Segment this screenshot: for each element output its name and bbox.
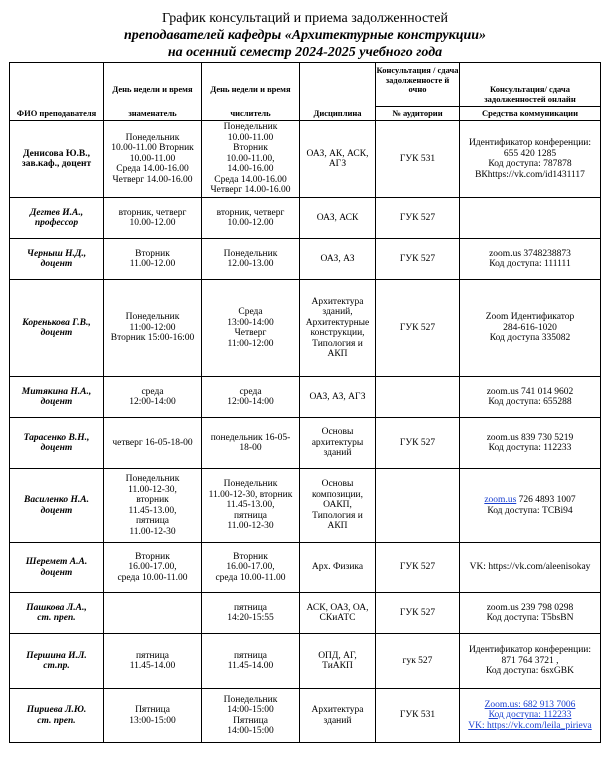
room-cell: ГУК 527 [376, 198, 460, 239]
numerator-time-cell [202, 593, 300, 634]
day1-line: 13:00-15:00 [129, 715, 176, 726]
table-row [10, 280, 601, 377]
day2-line: 13:00-14:00 [227, 317, 274, 328]
online-line: Код доступа: 111111 [489, 259, 571, 269]
discipline-line: АКП [327, 521, 348, 532]
day1-line: Вторник 15:00-16:00 [110, 333, 195, 344]
teacher-name-cell [10, 121, 104, 198]
numerator-time-cell [202, 543, 300, 593]
discipline-line: зданий [323, 448, 352, 459]
day1-line: 11:00-12:00 [129, 322, 176, 333]
online-cell [460, 469, 601, 543]
day2-line: 11:00-12:00 [227, 338, 274, 349]
online-line: 655 420 1285 [503, 148, 557, 159]
discipline-line: композиции, [311, 489, 363, 500]
day1-line: 11.45-14.00 [129, 661, 176, 671]
room-cell [376, 469, 460, 543]
day2-line: 11.00-12-30 [227, 521, 274, 532]
header-consultation-online: Консультация/ сдача задолженностей онлайн Средства коммуникации [460, 63, 601, 121]
online-link-line[interactable]: Код доступа: 112233 [488, 710, 572, 721]
denominator-time-cell [104, 377, 202, 418]
discipline-line: Арх. Физика [311, 562, 364, 573]
zoom-link[interactable]: zoom.us [484, 495, 517, 505]
room-cell [376, 377, 460, 418]
name-line: доцент [40, 443, 73, 453]
day2-line: среда 10.00-11.00 [215, 572, 286, 583]
online-cell [460, 280, 601, 377]
day1-line: 10.00-12.00 [129, 218, 176, 228]
online-line: Код доступа 335082 [489, 333, 571, 344]
day1-line: четверг 16-05-18-00 [112, 437, 193, 448]
name-line: Пашкова Л.А., [26, 602, 87, 613]
discipline-line: конструкции, [310, 328, 365, 338]
online-line: Код доступа: TCBi94 [487, 505, 573, 516]
online-link-line[interactable]: Zoom.us: 682 913 7006 [484, 699, 576, 710]
day1-line: пятница [135, 650, 170, 661]
day2-line: 11.45-14.00 [227, 661, 274, 671]
discipline-line: зданий [323, 715, 352, 726]
online-cell [460, 543, 601, 593]
online-cell [460, 689, 601, 743]
day2-line: 10.00-11.00, [226, 153, 275, 164]
denominator-time-cell [104, 634, 202, 689]
day1-line: 12:00-14:00 [129, 397, 176, 407]
day1-line: вторник [136, 495, 169, 505]
discipline-line: Архитектурные [305, 317, 370, 328]
table-row [10, 593, 601, 634]
name-line: ст.пр. [43, 661, 70, 671]
online-line: Код доступа: 787878 [488, 159, 572, 169]
discipline-cell [300, 593, 376, 634]
day1-line: Понедельник [125, 474, 180, 484]
document-title [0, 10, 610, 61]
name-line: ст. преп. [37, 613, 76, 623]
discipline-cell [300, 198, 376, 239]
discipline-line: АСК, ОАЗ, ОА, [306, 602, 369, 613]
day2-line: Четверг 14.00-16.00 [210, 185, 291, 196]
day2-line: 14:00-15:00 [227, 705, 274, 715]
day1-line: 11.00-12-30 [129, 526, 176, 537]
day1-line: Понедельник [125, 132, 180, 143]
numerator-time-cell [202, 198, 300, 239]
day1-line: 10.00-11.00 Вторник [111, 143, 194, 154]
day1-line: 11.00-12.00 [129, 259, 176, 269]
day2-line: Вторник [233, 143, 268, 154]
online-cell [460, 198, 601, 239]
name-line: Коренькова Г.В., [22, 317, 91, 328]
name-line: доцент [40, 567, 73, 578]
room-cell: ГУК 527 [376, 543, 460, 593]
online-cell [460, 634, 601, 689]
header-fio: ФИО преподавателя [10, 63, 104, 121]
header-day-numerator: День недели и время числитель [202, 63, 300, 121]
day2-line: пятница [233, 510, 268, 521]
teacher-name-cell [10, 239, 104, 280]
teacher-name-cell [10, 280, 104, 377]
day1-line: Пятница [135, 705, 170, 715]
online-cell [460, 239, 601, 280]
day1-line: Вторник [135, 248, 170, 259]
day2-line: 14:20-15:55 [227, 613, 274, 623]
denominator-time-cell [104, 593, 202, 634]
teacher-name-cell [10, 543, 104, 593]
online-line: 284-616-1020 [503, 322, 557, 333]
title-line-1: График консультаций и приема задолженностей [161, 11, 448, 26]
name-line: Пириева Л.Ю. [26, 705, 87, 715]
day1-line: Вторник [135, 551, 170, 562]
online-line: Zoom Идентификатор [485, 312, 575, 323]
day1-line: Среда 14.00-16.00 [116, 164, 189, 175]
online-link-line[interactable]: VK: https://vk.com/leila_pirieva [468, 720, 592, 731]
header-day-denominator: День недели и время знаменатель [104, 63, 202, 121]
discipline-cell [300, 280, 376, 377]
day2-line: 12.00-13.00 [227, 259, 274, 269]
teacher-name-cell [10, 689, 104, 743]
discipline-line: ТиАКП [322, 661, 353, 671]
name-line: Першина И.Л. [26, 650, 87, 661]
online-cell [460, 418, 601, 469]
name-line: Денисова Ю.В., [23, 148, 90, 159]
online-line: Код доступа: 112233 [488, 443, 572, 453]
discipline-line: Основы [321, 479, 354, 490]
numerator-time-cell [202, 121, 300, 198]
online-line: Код доступа: 6sxGBK [486, 666, 574, 677]
online-line: Идентификатор конференции: [468, 645, 592, 656]
header-discipline: Дисциплина [300, 63, 376, 121]
name-line: зав.каф., доцент [21, 159, 92, 169]
online-cell [460, 121, 601, 198]
table-row [10, 377, 601, 418]
discipline-line: ОАЗ, АСК [316, 212, 359, 223]
discipline-line: АКП [327, 349, 348, 359]
header-row [10, 63, 601, 121]
room-cell: гук 527 [376, 634, 460, 689]
numerator-time-cell [202, 418, 300, 469]
online-line: zoom.us 239 798 0298 [486, 602, 574, 613]
name-line: доцент [40, 397, 73, 407]
day2-line: понедельник 16-05- [210, 432, 291, 443]
denominator-time-cell [104, 198, 202, 239]
table-row [10, 121, 601, 198]
room-cell: ГУК 527 [376, 593, 460, 634]
online-cell [460, 377, 601, 418]
table-row [10, 469, 601, 543]
discipline-line: ОПД, АГ, [318, 650, 357, 661]
online-line: Идентификатор конференции: [468, 138, 592, 148]
online-line: VK: https://vk.com/aleenisokay [469, 562, 591, 573]
day2-line: 11.00-12-30, вторник [208, 489, 293, 500]
teacher-name-cell [10, 469, 104, 543]
day2-line: Понедельник [223, 248, 278, 259]
name-line: Шеремет А.А. [25, 557, 88, 567]
discipline-line: Типология и [312, 338, 363, 349]
discipline-cell [300, 418, 376, 469]
day2-line: Вторник [233, 551, 268, 562]
day2-line: 10.00-11.00 [227, 132, 274, 143]
denominator-time-cell [104, 689, 202, 743]
denominator-time-cell [104, 239, 202, 280]
name-line: доцент [40, 505, 73, 516]
discipline-cell [300, 543, 376, 593]
name-line: Дегтев И.А., [29, 207, 84, 218]
day2-line: 11.45-13.00, [226, 500, 275, 511]
online-line: ВКhttps://vk.com/id1431117 [475, 169, 585, 180]
numerator-time-cell [202, 689, 300, 743]
discipline-line: ОАЗ, АЗ [320, 253, 355, 264]
name-line: ст. преп. [37, 715, 76, 726]
online-line: Код доступа: T5bsBN [486, 613, 574, 623]
online-line: 871 764 3721 , [501, 655, 559, 666]
name-line: профессор [34, 218, 79, 228]
title-line-3: на осенний семестр 2024-2025 учебного года [167, 45, 443, 60]
day1-line: 16.00-17.00, [128, 562, 177, 573]
teacher-name-cell [10, 377, 104, 418]
room-cell: ГУК 527 [376, 239, 460, 280]
discipline-cell [300, 377, 376, 418]
day1-line: пятница [135, 516, 170, 526]
day2-line: пятница [233, 650, 268, 661]
discipline-line: Основы [321, 427, 354, 438]
name-line: доцент [40, 328, 73, 338]
online-line: Код доступа: 655288 [488, 397, 572, 407]
table-row [10, 689, 601, 743]
teacher-name-cell [10, 418, 104, 469]
day1-line: 11.00-12-30, [128, 484, 177, 495]
title-line-2: преподавателей кафедры «Архитектурные конструкции» [123, 28, 487, 43]
day2-line: пятница [233, 602, 268, 613]
name-line: Тарасенко В.Н., [23, 432, 90, 443]
day2-line: 18-00 [239, 443, 262, 453]
denominator-time-cell [104, 280, 202, 377]
day1-line: среда [141, 386, 164, 397]
day2-line: Среда [238, 307, 263, 317]
online-line: zoom.us 3748238873 [489, 248, 571, 259]
discipline-cell [300, 689, 376, 743]
discipline-line: АГЗ [328, 159, 347, 169]
discipline-line: Архитектура [311, 705, 364, 715]
denominator-time-cell [104, 543, 202, 593]
numerator-time-cell [202, 377, 300, 418]
discipline-line: ОАКП, [323, 500, 352, 511]
day2-line: 16.00-17.00, [226, 562, 275, 573]
table-row [10, 418, 601, 469]
denominator-time-cell [104, 121, 202, 198]
table-row [10, 198, 601, 239]
numerator-time-cell [202, 634, 300, 689]
online-line: zoom.us 839 730 5219 [486, 432, 574, 443]
table-row [10, 239, 601, 280]
numerator-time-cell [202, 239, 300, 280]
day1-line: Четверг 14.00-16.00 [112, 174, 193, 185]
day1-line: Понедельник [125, 312, 180, 323]
day1-line: 10.00-11.00 [129, 153, 176, 164]
day2-line: Понедельник [223, 479, 278, 490]
table-row [10, 543, 601, 593]
day2-line: 14:00-15:00 [227, 726, 274, 736]
name-line: Митякина Н.А., [21, 386, 92, 397]
discipline-line: архитектуры [311, 437, 364, 448]
day1-line: среда 10.00-11.00 [117, 572, 188, 583]
discipline-line: зданий, [322, 307, 353, 317]
room-cell: ГУК 527 [376, 280, 460, 377]
online-cell [460, 593, 601, 634]
table-row [10, 634, 601, 689]
day2-line: 10.00-12.00 [227, 218, 274, 228]
day2-line: 14.00-16.00 [227, 164, 274, 175]
day1-line: вторник, четверг [118, 207, 187, 218]
discipline-cell [300, 634, 376, 689]
day2-line: Понедельник [223, 694, 278, 705]
discipline-line: СКиАТС [319, 613, 356, 623]
teacher-name-cell [10, 634, 104, 689]
day2-line: Пятница [233, 715, 268, 726]
room-cell: ГУК 531 [376, 689, 460, 743]
discipline-cell [300, 469, 376, 543]
discipline-line: ОАЗ, АК, АСК, [306, 148, 369, 159]
teacher-name-cell [10, 593, 104, 634]
discipline-cell [300, 121, 376, 198]
online-line: zoom.us 726 4893 1007 [484, 495, 576, 505]
name-line: Черныш Н.Д., [26, 248, 87, 259]
day2-line: среда [239, 386, 262, 397]
teacher-name-cell [10, 198, 104, 239]
discipline-cell [300, 239, 376, 280]
day1-line: 11.45-13.00, [128, 505, 177, 516]
name-line: Василенко Н.А. [23, 495, 89, 505]
discipline-line: Типология и [312, 510, 363, 521]
schedule-table [9, 62, 601, 743]
header-consultation-room: Консультация / сдача задолженносте й очно № аудитории [376, 63, 460, 121]
denominator-time-cell [104, 469, 202, 543]
denominator-time-cell [104, 418, 202, 469]
day2-line: Четверг [234, 328, 267, 338]
discipline-line: ОАЗ, АЗ, АГЗ [309, 391, 366, 402]
numerator-time-cell [202, 469, 300, 543]
name-line: доцент [40, 259, 73, 269]
day2-line: Понедельник [223, 122, 278, 133]
online-line: zoom.us 741 014 9602 [486, 386, 574, 397]
day2-line: вторник, четверг [216, 207, 285, 218]
room-cell: ГУК 527 [376, 418, 460, 469]
discipline-line: Архитектура [311, 296, 364, 307]
day2-line: Среда 14.00-16.00 [214, 174, 287, 185]
numerator-time-cell [202, 280, 300, 377]
day2-line: 12:00-14:00 [227, 397, 274, 407]
room-cell: ГУК 531 [376, 121, 460, 198]
